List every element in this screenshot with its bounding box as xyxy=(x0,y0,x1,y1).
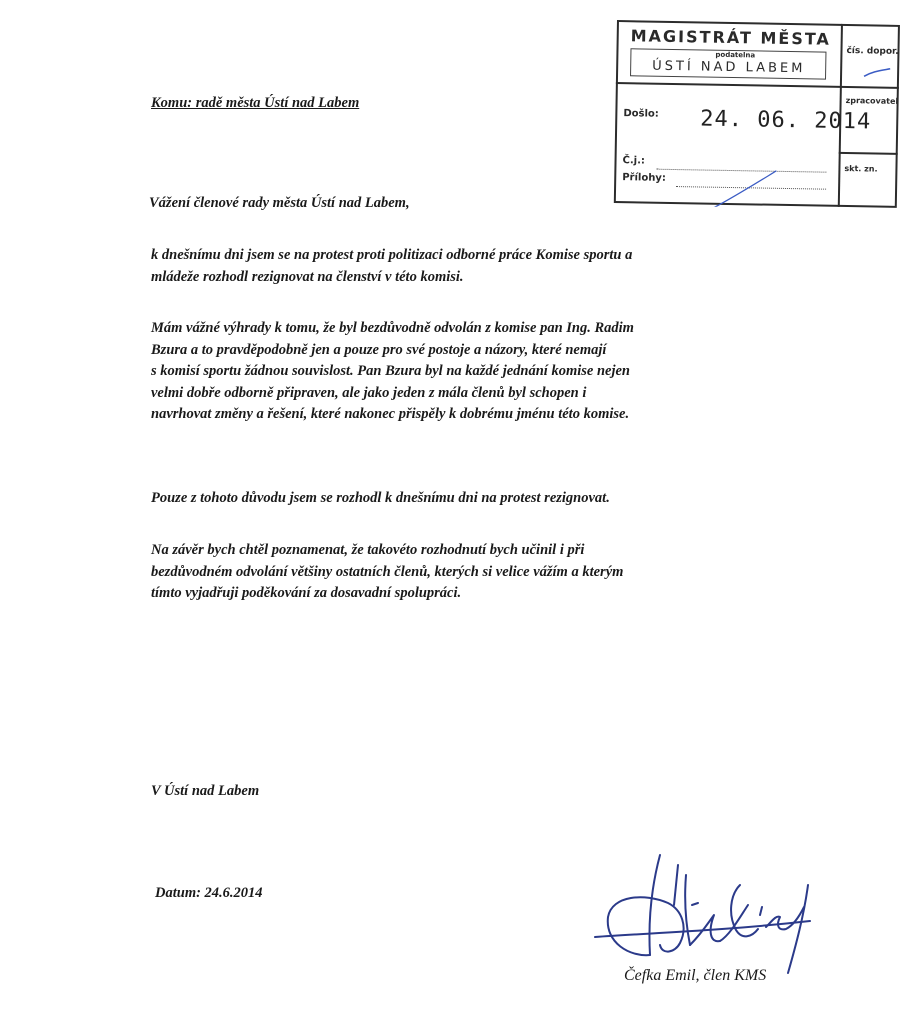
stamp-pen-marks xyxy=(614,20,902,210)
place-line: V Ústí nad Labem xyxy=(151,783,260,799)
addressee-line: Komu: radě města Ústí nad Labem xyxy=(151,95,360,111)
stamp-field-skartacni: skt. zn. xyxy=(844,163,878,174)
paragraph-line: tímto vyjadřuji poděkování za dosavadní spolupráci. xyxy=(151,585,462,601)
paragraph-line: navrhovat změny a řešení, které nakonec přispěly k dobrému jménu této komise. xyxy=(151,406,630,422)
stamp-label-doslo: Došlo: xyxy=(623,108,659,120)
paragraph-line: s komisí sportu žádnou souvislost. Pan Bzura byl na každé jednání komise nejen xyxy=(151,363,630,379)
paragraph-closing xyxy=(151,540,623,605)
paragraph-line: k dnešnímu dni jsem se na protest proti politizaci odborné práce Komise sportu a xyxy=(151,247,633,263)
registry-stamp xyxy=(614,20,902,210)
paragraph-resignation xyxy=(151,245,632,288)
stamp-city: ÚSTÍ NAD LABEM xyxy=(652,58,806,77)
signature-name: Čefka Emil, člen KMS xyxy=(624,967,767,984)
stamp-field-zpracovatel: zpracovatel xyxy=(845,96,899,106)
paragraph-reason xyxy=(151,488,610,510)
stamp-label-cj: Č.j.: xyxy=(622,155,646,167)
stamp-subtitle: podatelna xyxy=(715,50,756,60)
stamp-label-prilohy: Přílohy: xyxy=(622,172,666,184)
paragraph-objection xyxy=(151,318,634,426)
paragraph-line: mládeže rozhodl rezignovat na členství v této komisi. xyxy=(151,268,464,285)
paragraph-line: bezdůvodném odvolání většiny ostatních členů, kterých si velice vážím a kterým xyxy=(151,563,624,580)
salutation: Vážení členové rady města Ústí nad Labem, xyxy=(149,195,410,211)
stamp-title: MAGISTRÁT MĚSTA xyxy=(630,26,832,49)
paragraph-line: Pouze z tohoto důvodu jsem se rozhodl k dnešnímu dni na protest rezignovat. xyxy=(151,490,610,506)
stamp-field-cis-dopor: čís. dopor. xyxy=(846,46,899,57)
date-line: Datum: 24.6.2014 xyxy=(155,885,263,901)
paragraph-line: velmi dobře odborně připraven, ale jako jeden z mála členů byl schopen i xyxy=(151,384,587,401)
paragraph-line: Na závěr bych chtěl poznamenat, že takovéto rozhodnutí bych učinil i při xyxy=(151,542,585,558)
stamp-received-date: 24. 06. 2014 xyxy=(700,106,872,135)
paragraph-line: Mám vážné výhrady k tomu, že byl bezdůvodně odvolán z komise pan Ing. Radim xyxy=(151,320,634,336)
paragraph-line: Bzura a to pravděpodobně jen a pouze pro své postoje a názory, které nemají xyxy=(151,341,607,358)
